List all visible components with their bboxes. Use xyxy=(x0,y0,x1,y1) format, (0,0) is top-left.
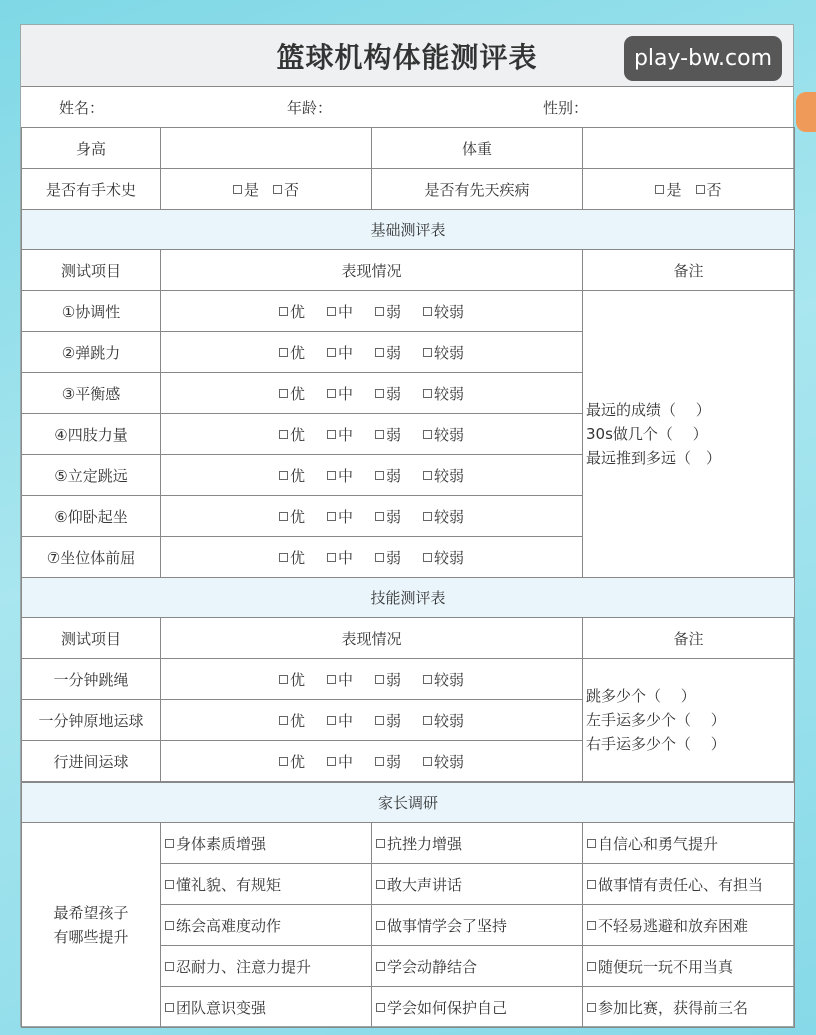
test-item-label: ④四肢力量 xyxy=(22,414,161,455)
test-item-label: ③平衡感 xyxy=(22,373,161,414)
test-grade-option[interactable]: 较弱 xyxy=(423,383,464,404)
test-grade-option[interactable]: 中 xyxy=(327,465,353,486)
checkbox-icon xyxy=(279,757,288,766)
basic-evaluation-table xyxy=(21,209,795,578)
survey-option[interactable]: 做事情有责任心、有担当 xyxy=(583,864,795,905)
remark-line: 左手运多少个（ ） xyxy=(586,711,726,729)
basic-remarks-cell xyxy=(583,291,795,578)
test-grade-option[interactable]: 较弱 xyxy=(423,465,464,486)
evaluation-sheet xyxy=(20,24,794,1027)
checkbox-icon xyxy=(423,716,432,725)
checkbox-icon xyxy=(696,185,705,194)
test-grade-option[interactable]: 弱 xyxy=(375,751,401,772)
grade-options xyxy=(161,373,583,414)
survey-option[interactable]: 敢大声讲话 xyxy=(372,864,583,905)
height-field[interactable] xyxy=(161,128,372,169)
survey-option[interactable]: 团队意识变强 xyxy=(161,987,372,1028)
survey-option[interactable]: 懂礼貌、有规矩 xyxy=(161,864,372,905)
checkbox-icon xyxy=(165,1003,174,1012)
survey-option[interactable]: 随便玩一玩不用当真 xyxy=(583,946,795,987)
remark-line: 30s做几个（ ） xyxy=(586,425,708,443)
checkbox-icon xyxy=(375,348,384,357)
basic-section-title: 基础测评表 xyxy=(22,210,795,250)
grade-options xyxy=(161,332,583,373)
test-grade-option[interactable]: 中 xyxy=(327,669,353,690)
grade-options xyxy=(161,741,583,782)
test-grade-option[interactable]: 较弱 xyxy=(423,751,464,772)
checkbox-icon xyxy=(587,921,596,930)
test-grade-option[interactable]: 中 xyxy=(327,383,353,404)
test-item-label: ②弹跳力 xyxy=(22,332,161,373)
skill-section-title: 技能测评表 xyxy=(22,578,795,618)
checkbox-icon xyxy=(375,716,384,725)
test-grade-option[interactable]: 中 xyxy=(327,301,353,322)
test-grade-option[interactable]: 中 xyxy=(327,710,353,731)
checkbox-icon xyxy=(165,962,174,971)
test-grade-option[interactable]: 弱 xyxy=(375,301,401,322)
survey-option[interactable]: 忍耐力、注意力提升 xyxy=(161,946,372,987)
checkbox-icon xyxy=(327,471,336,480)
congenital-yes-option[interactable]: 是 xyxy=(655,179,681,200)
gender-label: 性别： xyxy=(543,99,589,117)
test-grade-option[interactable]: 中 xyxy=(327,547,353,568)
grade-options xyxy=(161,659,583,700)
grade-options xyxy=(161,700,583,741)
skill-remarks-cell xyxy=(583,659,795,782)
test-grade-option[interactable]: 优 xyxy=(279,506,305,527)
checkbox-icon xyxy=(376,962,385,971)
test-grade-option[interactable]: 较弱 xyxy=(423,710,464,731)
side-tab xyxy=(796,92,816,132)
remark-line: 跳多少个（ ） xyxy=(586,687,696,705)
checkbox-icon xyxy=(423,471,432,480)
grade-options xyxy=(161,537,583,578)
checkbox-icon xyxy=(165,880,174,889)
header-remarks: 备注 xyxy=(583,250,795,291)
checkbox-icon xyxy=(375,757,384,766)
survey-option[interactable]: 参加比赛，获得前三名 xyxy=(583,987,795,1028)
congenital-label: 是否有先天疾病 xyxy=(372,169,583,210)
test-item-label: ⑦坐位体前屈 xyxy=(22,537,161,578)
test-grade-option[interactable]: 较弱 xyxy=(423,424,464,445)
checkbox-icon xyxy=(376,1003,385,1012)
test-item-label: ⑤立定跳远 xyxy=(22,455,161,496)
test-grade-option[interactable]: 优 xyxy=(279,465,305,486)
checkbox-icon xyxy=(655,185,664,194)
checkbox-icon xyxy=(327,389,336,398)
basic-info-table xyxy=(21,127,795,210)
survey-option[interactable]: 做事情学会了坚持 xyxy=(372,905,583,946)
parent-survey-table xyxy=(21,782,795,1028)
grade-options xyxy=(161,455,583,496)
checkbox-icon xyxy=(375,389,384,398)
test-grade-option[interactable]: 弱 xyxy=(375,342,401,363)
checkbox-icon xyxy=(279,471,288,480)
checkbox-icon xyxy=(375,471,384,480)
grade-options xyxy=(161,496,583,537)
test-grade-option[interactable]: 优 xyxy=(279,383,305,404)
surgery-options xyxy=(161,169,372,210)
test-grade-option[interactable]: 弱 xyxy=(375,383,401,404)
evaluation-row xyxy=(22,659,795,700)
test-grade-option[interactable]: 中 xyxy=(327,342,353,363)
test-grade-option[interactable]: 弱 xyxy=(375,547,401,568)
checkbox-icon xyxy=(327,553,336,562)
checkbox-icon xyxy=(423,675,432,684)
test-grade-option[interactable]: 优 xyxy=(279,710,305,731)
test-grade-option[interactable]: 较弱 xyxy=(423,547,464,568)
checkbox-icon xyxy=(587,962,596,971)
checkbox-icon xyxy=(587,1003,596,1012)
student-info-row xyxy=(21,86,793,128)
weight-field[interactable] xyxy=(583,128,795,169)
congenital-no-option[interactable]: 否 xyxy=(696,179,722,200)
checkbox-icon xyxy=(375,430,384,439)
checkbox-icon xyxy=(165,921,174,930)
checkbox-icon xyxy=(587,880,596,889)
survey-option[interactable]: 自信心和勇气提升 xyxy=(583,823,795,864)
checkbox-icon xyxy=(279,675,288,684)
test-item-label: 一分钟原地运球 xyxy=(22,700,161,741)
checkbox-icon xyxy=(327,716,336,725)
checkbox-icon xyxy=(376,880,385,889)
remark-line: 最远的成绩（ ） xyxy=(586,401,711,419)
checkbox-icon xyxy=(327,430,336,439)
evaluation-row xyxy=(22,291,795,332)
checkbox-icon xyxy=(327,512,336,521)
checkbox-icon xyxy=(376,839,385,848)
test-grade-option[interactable]: 弱 xyxy=(375,669,401,690)
test-grade-option[interactable]: 优 xyxy=(279,301,305,322)
header-remarks: 备注 xyxy=(583,618,795,659)
checkbox-icon xyxy=(375,512,384,521)
header-performance: 表现情况 xyxy=(161,250,583,291)
height-label: 身高 xyxy=(22,128,161,169)
checkbox-icon xyxy=(423,553,432,562)
test-grade-option[interactable]: 弱 xyxy=(375,465,401,486)
checkbox-icon xyxy=(327,757,336,766)
surgery-no-option[interactable]: 否 xyxy=(273,179,299,200)
header-performance: 表现情况 xyxy=(161,618,583,659)
test-item-label: 行进间运球 xyxy=(22,741,161,782)
checkbox-icon xyxy=(165,839,174,848)
checkbox-icon xyxy=(327,348,336,357)
checkbox-icon xyxy=(587,839,596,848)
survey-section-title: 家长调研 xyxy=(22,783,795,823)
test-grade-option[interactable]: 较弱 xyxy=(423,301,464,322)
grade-options xyxy=(161,291,583,332)
checkbox-icon xyxy=(327,307,336,316)
checkbox-icon xyxy=(273,185,282,194)
checkbox-icon xyxy=(279,348,288,357)
test-item-label: ①协调性 xyxy=(22,291,161,332)
header-test-item: 测试项目 xyxy=(22,618,161,659)
remark-line: 右手运多少个（ ） xyxy=(586,735,726,753)
survey-option[interactable]: 学会如何保护自己 xyxy=(372,987,583,1028)
survey-option[interactable]: 抗挫力增强 xyxy=(372,823,583,864)
survey-option[interactable]: 不轻易逃避和放弃困难 xyxy=(583,905,795,946)
test-grade-option[interactable]: 优 xyxy=(279,424,305,445)
surgery-yes-option[interactable]: 是 xyxy=(233,179,259,200)
test-grade-option[interactable]: 弱 xyxy=(375,506,401,527)
test-grade-option[interactable]: 弱 xyxy=(375,710,401,731)
test-grade-option[interactable]: 较弱 xyxy=(423,506,464,527)
weight-label: 体重 xyxy=(372,128,583,169)
checkbox-icon xyxy=(423,307,432,316)
test-item-label: 一分钟跳绳 xyxy=(22,659,161,700)
checkbox-icon xyxy=(279,430,288,439)
checkbox-icon xyxy=(279,307,288,316)
test-grade-option[interactable]: 优 xyxy=(279,342,305,363)
checkbox-icon xyxy=(423,757,432,766)
checkbox-icon xyxy=(279,716,288,725)
checkbox-icon xyxy=(376,921,385,930)
test-grade-option[interactable]: 较弱 xyxy=(423,342,464,363)
checkbox-icon xyxy=(423,430,432,439)
test-grade-option[interactable]: 优 xyxy=(279,669,305,690)
checkbox-icon xyxy=(233,185,242,194)
survey-option[interactable]: 练会高难度动作 xyxy=(161,905,372,946)
age-label: 年龄： xyxy=(287,99,333,117)
survey-option[interactable]: 身体素质增强 xyxy=(161,823,372,864)
test-grade-option[interactable]: 较弱 xyxy=(423,669,464,690)
test-grade-option[interactable]: 中 xyxy=(327,506,353,527)
checkbox-icon xyxy=(375,553,384,562)
checkbox-icon xyxy=(423,348,432,357)
checkbox-icon xyxy=(375,307,384,316)
test-grade-option[interactable]: 中 xyxy=(327,424,353,445)
checkbox-icon xyxy=(279,512,288,521)
test-grade-option[interactable]: 中 xyxy=(327,751,353,772)
test-grade-option[interactable]: 优 xyxy=(279,751,305,772)
checkbox-icon xyxy=(423,389,432,398)
checkbox-icon xyxy=(375,675,384,684)
congenital-options xyxy=(583,169,795,210)
checkbox-icon xyxy=(327,675,336,684)
checkbox-icon xyxy=(423,512,432,521)
survey-question: 最希望孩子 有哪些提升 xyxy=(22,823,161,1028)
skill-evaluation-table xyxy=(21,577,795,782)
header-test-item: 测试项目 xyxy=(22,250,161,291)
survey-option[interactable]: 学会动静结合 xyxy=(372,946,583,987)
test-grade-option[interactable]: 优 xyxy=(279,547,305,568)
name-label: 姓名： xyxy=(59,99,105,117)
page-title: 篮球机构体能测评表 xyxy=(276,40,538,74)
grade-options xyxy=(161,414,583,455)
test-grade-option[interactable]: 弱 xyxy=(375,424,401,445)
site-watermark: play-bw.com xyxy=(624,36,782,81)
remark-line: 最远推到多远（ ） xyxy=(586,449,722,467)
test-item-label: ⑥仰卧起坐 xyxy=(22,496,161,537)
checkbox-icon xyxy=(279,389,288,398)
surgery-label: 是否有手术史 xyxy=(22,169,161,210)
checkbox-icon xyxy=(279,553,288,562)
survey-row xyxy=(22,823,795,864)
